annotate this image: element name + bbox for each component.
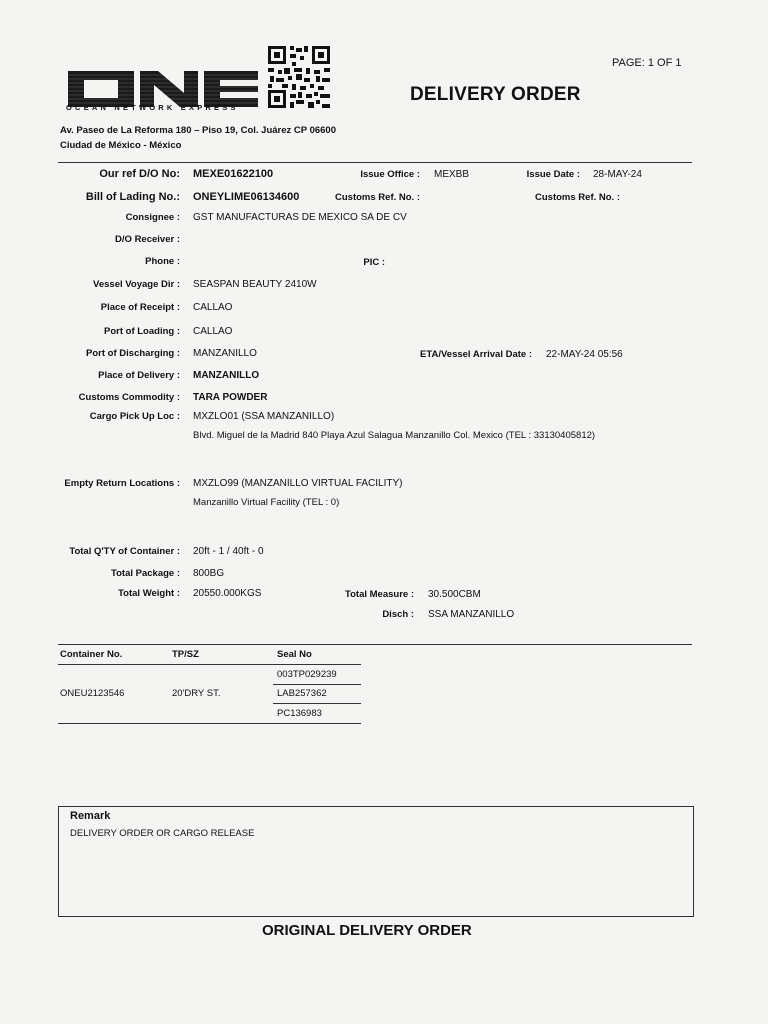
col-header-tpsz: TP/SZ	[172, 649, 199, 660]
total-package-value: 800BG	[193, 568, 225, 579]
place-of-delivery-label: Place of Delivery :	[98, 370, 180, 381]
do-receiver-label: D/O Receiver :	[115, 234, 180, 245]
bill-of-lading-value: ONEYLIME06134600	[193, 191, 300, 203]
port-of-loading-value: CALLAO	[193, 326, 233, 337]
consignee-value: GST MANUFACTURAS DE MEXICO SA DE CV	[193, 212, 407, 223]
total-qty-value: 20ft - 1 / 40ft - 0	[193, 546, 264, 557]
tpsz-value: 20'DRY ST.	[172, 688, 221, 699]
remark-title: Remark	[70, 810, 111, 822]
address-line-2: Ciudad de México - México	[60, 140, 182, 151]
table-header-divider	[58, 664, 361, 665]
place-of-delivery-value: MANZANILLO	[193, 370, 260, 381]
seal-no-3: PC136983	[277, 708, 322, 719]
vessel-voyage-value: SEASPAN BEAUTY 2410W	[193, 279, 317, 290]
phone-label: Phone :	[145, 256, 180, 267]
issue-office-value: MEXBB	[434, 169, 470, 180]
brand-tagline: OCEAN NETWORK EXPRESS	[66, 103, 239, 112]
customs-commodity-value: TARA POWDER	[193, 392, 268, 403]
empty-return-label: Empty Return Locations :	[64, 478, 180, 489]
total-measure-label: Total Measure :	[345, 589, 414, 600]
total-measure-value: 30.500CBM	[428, 589, 481, 600]
customs-ref-label-1: Customs Ref. No. :	[335, 192, 420, 203]
cargo-pickup-line-2: Blvd. Miguel de la Madrid 840 Playa Azul Salagua Manzanillo Col. Mexico (TEL : 33130405812)	[193, 430, 596, 441]
place-of-receipt-value: CALLAO	[193, 302, 233, 313]
bill-of-lading-label: Bill of Lading No.:	[85, 191, 180, 203]
do-number-label: Our ref D/O No:	[99, 168, 180, 180]
container-no-value: ONEU2123546	[60, 688, 125, 699]
seal-divider-2	[273, 703, 361, 704]
remark-text: DELIVERY ORDER OR CARGO RELEASE	[70, 828, 255, 839]
seal-no-2: LAB257362	[277, 688, 327, 699]
issue-date-value: 28-MAY-24	[593, 169, 642, 180]
eta-label: ETA/Vessel Arrival Date :	[420, 349, 532, 360]
document-title: DELIVERY ORDER	[410, 84, 581, 105]
port-of-discharging-label: Port of Discharging :	[86, 348, 180, 359]
address-line-1: Av. Paseo de La Reforma 180 – Piso 19, Col. Juárez CP 06600	[60, 125, 336, 136]
col-header-container-no: Container No.	[60, 649, 123, 660]
original-delivery-order-footer: ORIGINAL DELIVERY ORDER	[262, 922, 472, 939]
total-weight-value: 20550.000KGS	[193, 588, 262, 599]
page-number: PAGE: 1 OF 1	[612, 57, 682, 69]
customs-commodity-label: Customs Commodity :	[78, 392, 180, 403]
total-weight-label: Total Weight :	[118, 588, 180, 599]
cargo-pickup-line-1: MXZLO01 (SSA MANZANILLO)	[193, 411, 335, 422]
eta-value: 22-MAY-24 05:56	[546, 349, 623, 360]
disch-label: Disch :	[382, 609, 414, 620]
qr-code-icon	[266, 44, 332, 110]
seal-divider-1	[273, 684, 361, 685]
issue-office-label: Issue Office :	[360, 169, 420, 180]
customs-ref-label-2: Customs Ref. No. :	[535, 192, 620, 203]
seal-no-1: 003TP029239	[277, 669, 337, 680]
table-top-divider	[58, 644, 692, 645]
header-divider	[58, 162, 692, 163]
consignee-label: Consignee :	[125, 212, 180, 223]
empty-return-line-1: MXZLO99 (MANZANILLO VIRTUAL FACILITY)	[193, 478, 403, 489]
col-header-seal-no: Seal No	[277, 649, 312, 660]
cargo-pickup-label: Cargo Pick Up Loc :	[89, 411, 180, 422]
vessel-voyage-label: Vessel Voyage Dir :	[93, 279, 180, 290]
place-of-receipt-label: Place of Receipt :	[100, 302, 180, 313]
total-qty-label: Total Q'TY of Container :	[69, 546, 180, 557]
pic-label: PIC :	[363, 257, 385, 268]
disch-value: SSA MANZANILLO	[428, 609, 515, 620]
remark-box	[58, 806, 694, 917]
port-of-loading-label: Port of Loading :	[104, 326, 180, 337]
total-package-label: Total Package :	[111, 568, 180, 579]
do-number-value: MEXE01622100	[193, 168, 274, 180]
issue-date-label: Issue Date :	[526, 169, 580, 180]
table-bottom-divider	[58, 723, 361, 724]
port-of-discharging-value: MANZANILLO	[193, 348, 257, 359]
empty-return-line-2: Manzanillo Virtual Facility (TEL : 0)	[193, 497, 340, 508]
